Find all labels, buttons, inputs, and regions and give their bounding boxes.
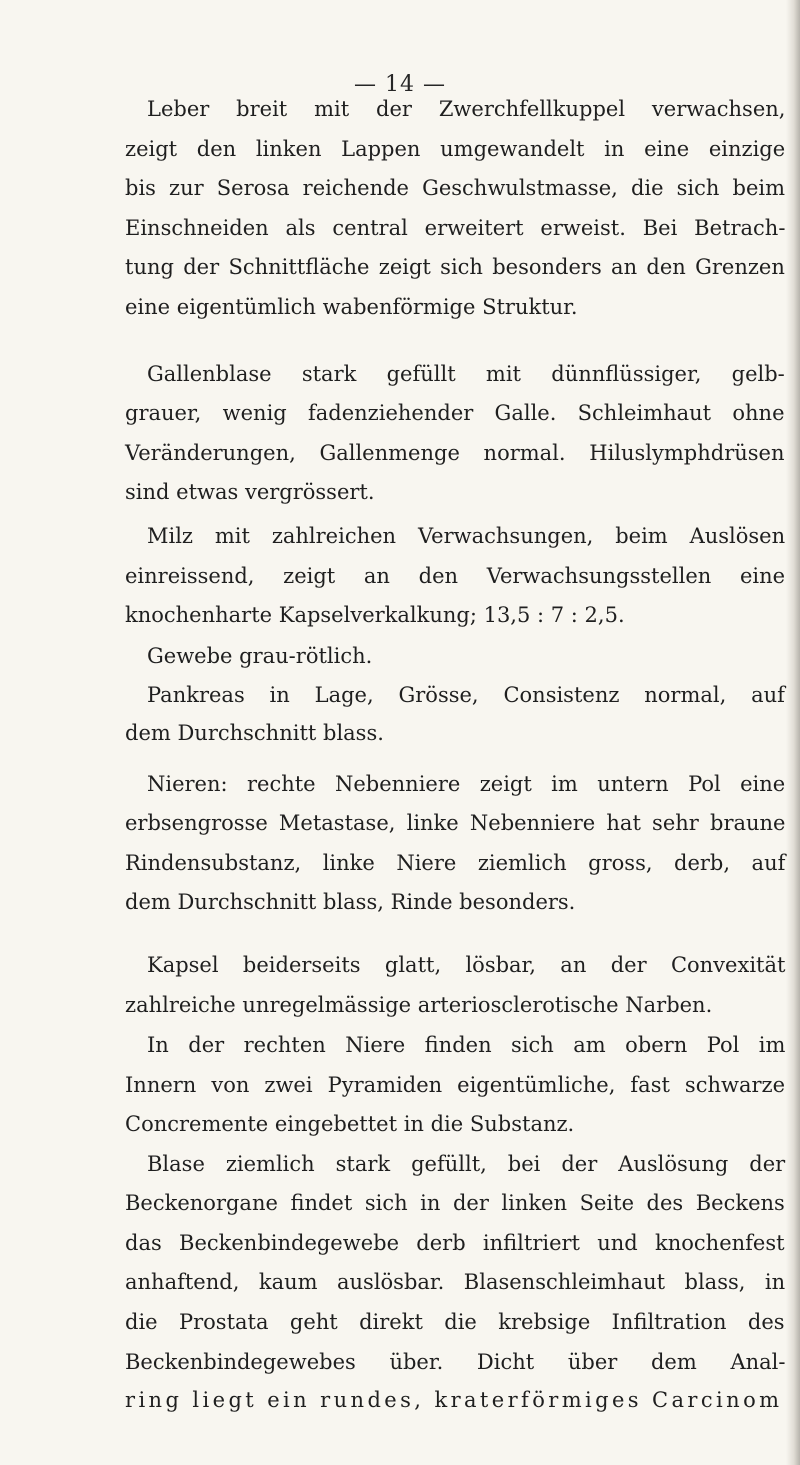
text-line: In der rechten Niere finden sich am obern Pol im: [147, 1033, 786, 1057]
text-line: Milz mit zahlreichen Verwachsungen, beim Auslösen: [147, 524, 786, 548]
text-line: Beckenorgane findet sich in der linken Seite des Beckens: [125, 1191, 785, 1215]
text-line: Leber breit mit der Zwerchfellkuppel verwachsen,: [147, 97, 786, 121]
text-line: dem Durchschnitt blass.: [125, 721, 384, 745]
text-line: Innern von zwei Pyramiden eigentümliche, fast schwarze: [125, 1073, 786, 1097]
text-line: die Prostata geht direkt die krebsige Infiltration des: [125, 1310, 785, 1334]
text-line: sind etwas vergrössert.: [125, 480, 375, 504]
text-line: Blase ziemlich stark gefüllt, bei der Auslösung der: [147, 1152, 786, 1176]
text-line: einreissend, zeigt an den Verwachsungsstellen eine: [125, 564, 786, 588]
text-line: zeigt den linken Lappen umgewandelt in eine einzige: [125, 137, 786, 161]
text-line: Nieren: rechte Nebenniere zeigt im untern Pol eine: [147, 772, 786, 796]
text-line: Gewebe grau-rötlich.: [147, 644, 373, 668]
text-line: bis zur Serosa reichende Geschwulstmasse, die sich beim: [125, 176, 786, 200]
text-line: Gallenblase stark gefüllt mit dünnflüssiger, gelb-: [147, 362, 785, 386]
text-line: ring liegt ein rundes, kraterförmiges Carcinom: [125, 1388, 783, 1412]
text-line: tung der Schnittfläche zeigt sich besonders an den Grenzen: [125, 255, 785, 279]
text-line: Concremente eingebettet in die Substanz.: [125, 1112, 575, 1136]
text-line: Pankreas in Lage, Grösse, Consistenz normal, auf: [147, 683, 785, 707]
text-line: erbsengrosse Metastase, linke Nebenniere hat sehr braune: [125, 811, 786, 835]
page-number: — 14 —: [354, 72, 446, 97]
page-edge-shadow: [786, 0, 800, 1465]
text-line: das Beckenbindegewebe derb infiltriert und knochenfest: [125, 1231, 785, 1255]
text-line: Rindensubstanz, linke Niere ziemlich gross, derb, auf: [125, 851, 786, 875]
text-line: eine eigentümlich wabenförmige Struktur.: [125, 295, 578, 319]
text-line: zahlreiche unregelmässige arteriosclerotische Narben.: [125, 993, 713, 1017]
text-line: Einschneiden als central erweitert erweist. Bei Betrach-: [125, 216, 786, 240]
text-line: Kapsel beiderseits glatt, lösbar, an der Convexität: [147, 953, 786, 977]
text-line: Veränderungen, Gallenmenge normal. Hiluslymphdrüsen: [125, 441, 785, 465]
text-line: grauer, wenig fadenziehender Galle. Schleimhaut ohne: [125, 401, 785, 425]
text-line: anhaftend, kaum auslösbar. Blasenschleimhaut blass, in: [125, 1270, 786, 1294]
text-line: Beckenbindegewebes über. Dicht über dem Anal-: [125, 1350, 786, 1374]
text-line: dem Durchschnitt blass, Rinde besonders.: [125, 890, 576, 914]
text-line: knochenharte Kapselverkalkung; 13,5 : 7 : 2,5.: [125, 603, 625, 627]
